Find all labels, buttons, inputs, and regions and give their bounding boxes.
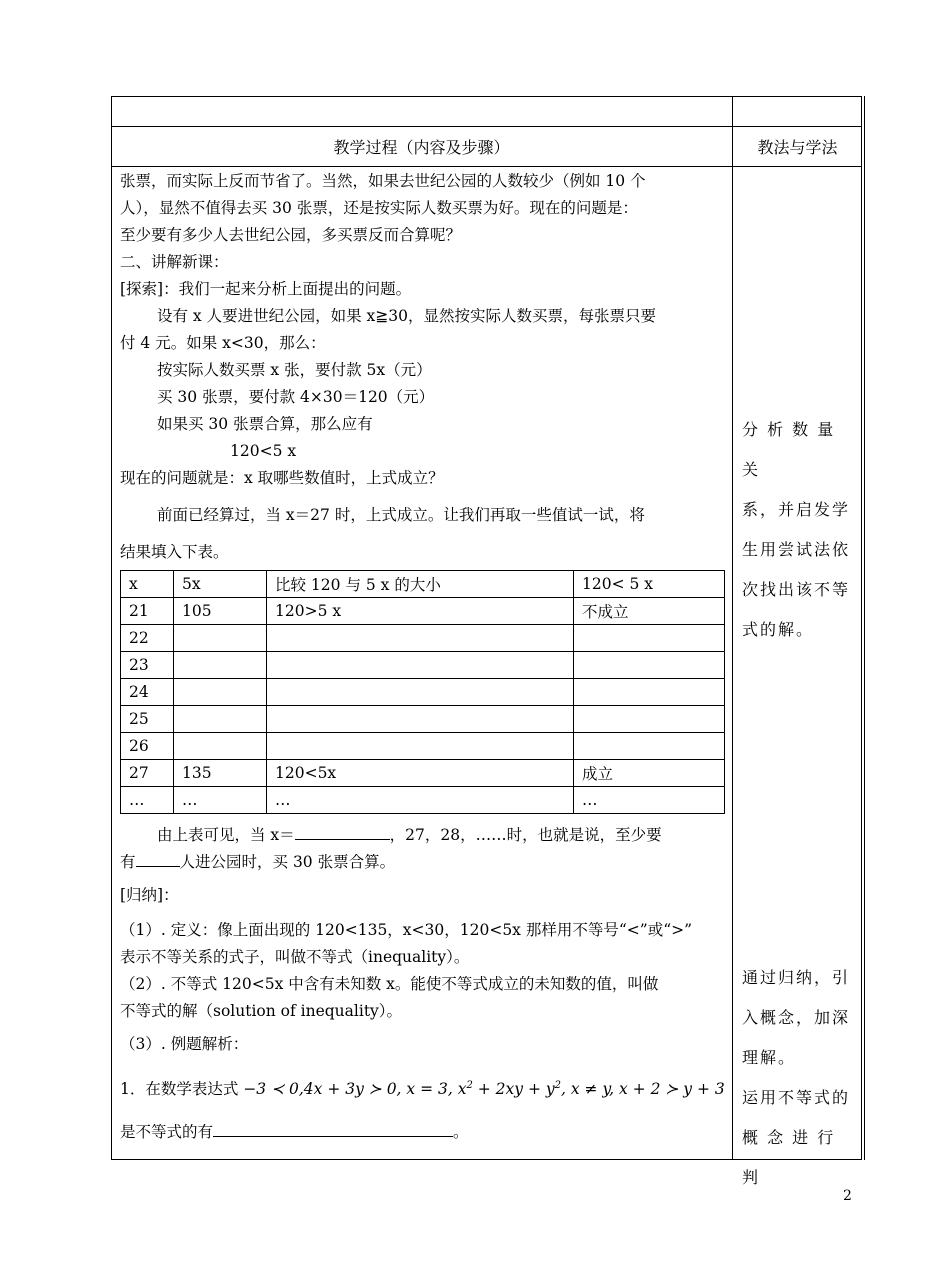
answer-blank[interactable] bbox=[213, 1120, 453, 1137]
note-line: 概 念 进 行 判 bbox=[742, 1128, 836, 1187]
note-line: 系，并启发学 bbox=[742, 500, 851, 519]
table-cell bbox=[174, 679, 267, 706]
frame-right-border bbox=[864, 96, 865, 1160]
definition-line: （1）. 定义：像上面出现的 120<135，x<30，120<5x 那样用不等号“<”或“>” bbox=[120, 921, 693, 939]
text-line: 至少要有多少人去世纪公园，多买票反而合算呢？ bbox=[120, 226, 462, 244]
table-cell: … bbox=[174, 787, 267, 814]
table-header-cell: x bbox=[121, 571, 174, 598]
explore-heading: [探索]：我们一起来分析上面提出的问题。 bbox=[120, 280, 412, 298]
header-method: 教法与学法 bbox=[757, 137, 838, 157]
solution-line: （2）. 不等式 120<5x 中含有未知数 x。能使不等式成立的未知数的值，叫做 bbox=[120, 975, 659, 993]
method-note-analysis bbox=[742, 410, 856, 650]
table-cell bbox=[267, 733, 574, 760]
note-line: 次找出该不等 bbox=[742, 580, 851, 599]
text-line: 现在的问题就是：x 取哪些数值时，上式成立？ bbox=[120, 469, 444, 487]
conclusion-text: 人进公园时，买 30 张票合算。 bbox=[179, 853, 396, 871]
example-question bbox=[120, 1072, 725, 1103]
table-cell bbox=[574, 625, 725, 652]
table-cell: 21 bbox=[121, 598, 174, 625]
table-cell: 105 bbox=[174, 598, 267, 625]
note-line: 运用不等式的 bbox=[742, 1088, 851, 1107]
table-cell bbox=[267, 706, 574, 733]
table-header-row bbox=[121, 571, 725, 598]
example-text: 1．在数学表达式 bbox=[120, 1080, 239, 1098]
table-cell: 23 bbox=[121, 652, 174, 679]
table-row bbox=[121, 733, 725, 760]
table-header-cell: 比较 120 与 5 x 的大小 bbox=[267, 571, 574, 598]
section-heading: 二、讲解新课： bbox=[120, 253, 229, 271]
note-line: 生用尝试法依 bbox=[742, 540, 851, 559]
header-process: 教学过程（内容及步骤） bbox=[333, 137, 510, 157]
table-cell: … bbox=[121, 787, 174, 814]
table-cell bbox=[574, 733, 725, 760]
table-cell: 24 bbox=[121, 679, 174, 706]
text-line: 人），显然不值得去买 30 张票，还是按实际人数买票为好。现在的问题是： bbox=[120, 199, 638, 217]
table-cell bbox=[174, 733, 267, 760]
conclusion-line bbox=[120, 849, 725, 876]
trial-table bbox=[120, 570, 725, 814]
table-row bbox=[121, 706, 725, 733]
note-line: 分 析 数 量 关 bbox=[742, 420, 836, 479]
table-cell: … bbox=[574, 787, 725, 814]
table-cell: 27 bbox=[121, 760, 174, 787]
table-cell bbox=[174, 706, 267, 733]
table-cell bbox=[267, 679, 574, 706]
method-note-induction bbox=[742, 958, 856, 1198]
table-cell: 25 bbox=[121, 706, 174, 733]
text-line: 如果买 30 张票合算，那么应有 bbox=[157, 415, 373, 433]
table-cell bbox=[267, 652, 574, 679]
text-line: 买 30 张票，要付款 4×30＝120（元） bbox=[157, 388, 435, 406]
process-content-lower bbox=[120, 822, 725, 1146]
table-header-cell: 120< 5 x bbox=[574, 571, 725, 598]
conclusion-text: 有 bbox=[120, 853, 136, 871]
table-cell bbox=[174, 652, 267, 679]
table-cell: 不成立 bbox=[574, 598, 725, 625]
table-cell bbox=[574, 706, 725, 733]
row-divider-header bbox=[111, 166, 862, 167]
answer-blank[interactable] bbox=[136, 850, 180, 867]
conclusion-text: ，27，28，……时，也就是说，至少要 bbox=[389, 826, 662, 844]
process-content bbox=[120, 168, 725, 566]
solution-line: 不等式的解（solution of inequality）。 bbox=[120, 1002, 403, 1020]
text-line: 按实际人数买票 x 张，要付款 5x（元） bbox=[157, 361, 432, 379]
table-row bbox=[121, 625, 725, 652]
table-cell: 26 bbox=[121, 733, 174, 760]
note-line: 入概念，加深 bbox=[742, 1008, 851, 1027]
page-number: 2 bbox=[843, 1188, 852, 1204]
text-line: 前面已经算过，当 x＝27 时，上式成立。让我们再取一些值试一试，将 bbox=[157, 506, 645, 524]
inequality-line: 120<5 x bbox=[230, 442, 297, 460]
induction-heading: [归纳]： bbox=[120, 886, 179, 904]
table-cell bbox=[574, 652, 725, 679]
table-header-cell: 5x bbox=[174, 571, 267, 598]
text-line: 张票，而实际上反而节省了。当然，如果去世纪公园的人数较少（例如 10 个 bbox=[120, 172, 646, 190]
answer-blank[interactable] bbox=[295, 823, 390, 840]
table-cell: 成立 bbox=[574, 760, 725, 787]
table-cell bbox=[267, 625, 574, 652]
conclusion-text: 由上表可见，当 x＝ bbox=[157, 826, 295, 844]
note-line: 通过归纳，引 bbox=[742, 968, 851, 987]
text-line: 付 4 元。如果 x<30，那么： bbox=[120, 334, 326, 352]
text-line: 设有 x 人要进世纪公园，如果 x≧30，显然按实际人数买票，每张票只要 bbox=[157, 307, 656, 325]
table-row bbox=[121, 787, 725, 814]
example-heading: （3）. 例题解析： bbox=[120, 1035, 249, 1053]
example-text: 是不等式的有 bbox=[120, 1123, 214, 1141]
table-row bbox=[121, 760, 725, 787]
conclusion-line bbox=[120, 822, 725, 849]
table-cell: … bbox=[267, 787, 574, 814]
table-cell: 120>5 x bbox=[267, 598, 574, 625]
table-cell bbox=[574, 679, 725, 706]
table-row bbox=[121, 598, 725, 625]
column-divider bbox=[732, 96, 733, 1160]
table-cell: 135 bbox=[174, 760, 267, 787]
table-cell bbox=[174, 625, 267, 652]
table-cell: 120<5x bbox=[267, 760, 574, 787]
table-cell: 22 bbox=[121, 625, 174, 652]
table-row bbox=[121, 679, 725, 706]
text-line: 结果填入下表。 bbox=[120, 543, 229, 561]
example-answer-line: 是不等式的有 。 bbox=[120, 1119, 725, 1146]
note-line: 式的解。 bbox=[742, 620, 815, 639]
note-line: 理解。 bbox=[742, 1048, 797, 1067]
table-row bbox=[121, 652, 725, 679]
definition-line: 表示不等关系的式子，叫做不等式（inequality）。 bbox=[120, 948, 470, 966]
math-expression: −3 ≺ 0,4x + 3y ≻ 0, x = 3, $x^2 + 2xy + y^2$, x ≠ y, x + 2 ≻ y + 3 bbox=[243, 1080, 725, 1098]
